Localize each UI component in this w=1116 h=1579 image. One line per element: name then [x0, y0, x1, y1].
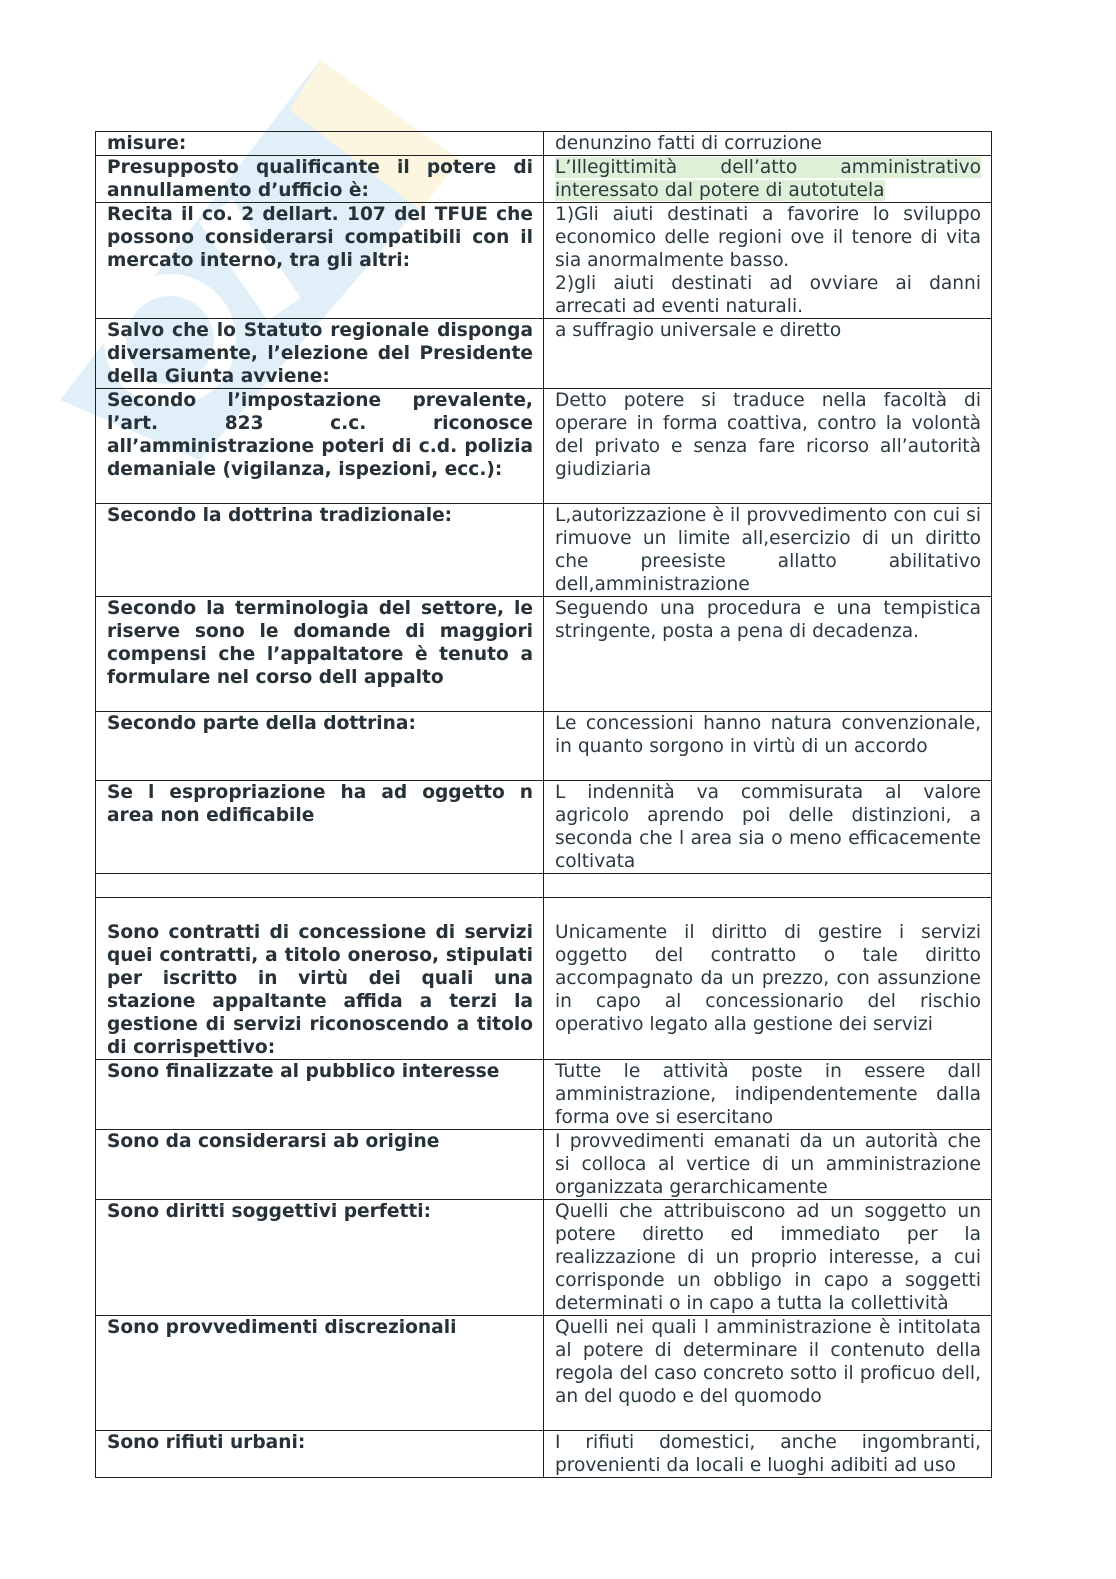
table-row — [96, 898, 992, 1060]
question-cell: Sono rifiuti urbani: — [96, 1431, 544, 1478]
question-cell — [96, 874, 544, 898]
answer-cell: Unicamente il diritto di gestire i servizi oggetto del contratto o tale diritto accompagnato da un prezzo, con assunzione in capo al concessionario del rischio operativo legato alla gestione dei servizi — [544, 898, 992, 1060]
table-row — [96, 1316, 992, 1431]
answer-cell: L,autorizzazione è il provvedimento con cui si rimuove un limite all,esercizio di un diritto che preesiste allatto abilitativo dell,amministrazione — [544, 504, 992, 597]
question-cell: Salvo che lo Statuto regionale disponga diversamente, l’elezione del Presidente della Giunta avviene: — [96, 319, 544, 389]
question-cell: Secondo parte della dottrina: — [96, 712, 544, 781]
answer-cell — [544, 156, 992, 203]
table-row — [96, 203, 992, 319]
question-cell: Presupposto qualificante il potere di annullamento d’ufficio è: — [96, 156, 544, 203]
question-cell: Secondo la dottrina tradizionale: — [96, 504, 544, 597]
answer-cell: Tutte le attività poste in essere dall amministrazione, indipendentemente dalla forma ove si esercitano — [544, 1060, 992, 1130]
highlighted-answer: L’Illegittimità dell’atto amministrativo interessato dal potere di autotutela — [555, 157, 981, 201]
answer-cell: Quelli che attribuiscono ad un soggetto un potere diretto ed immediato per la realizzazione di un proprio interesse, a cui corrisponde un obbligo in capo a soggetti determinati o in capo a tutta la collettività — [544, 1200, 992, 1316]
question-cell: Secondo la terminologia del settore, le riserve sono le domande di maggiori compensi che l’appaltatore è tenuto a formulare nel corso dell appalto — [96, 597, 544, 712]
answer-cell: I rifiuti domestici, anche ingombranti, provenienti da locali e luoghi adibiti ad uso — [544, 1431, 992, 1478]
answer-cell: a suffragio universale e diretto — [544, 319, 992, 389]
table-row — [96, 389, 992, 504]
answer-cell: Le concessioni hanno natura convenzionale, in quanto sorgono in virtù di un accordo — [544, 712, 992, 781]
answer-cell: denunzino fatti di corruzione — [544, 132, 992, 156]
table-row — [96, 1130, 992, 1200]
table-row — [96, 597, 992, 712]
table-row — [96, 319, 992, 389]
answer-cell: I provvedimenti emanati da un autorità che si colloca al vertice di un amministrazione organizzata gerarchicamente — [544, 1130, 992, 1200]
answer-cell — [544, 874, 992, 898]
table-row — [96, 1431, 992, 1478]
answer-cell: 1)Gli aiuti destinati a favorire lo sviluppo economico delle regioni ove il tenore di vita sia anormalmente basso. 2)gli aiuti destinati ad ovviare ai danni arrecati ad eventi naturali. — [544, 203, 992, 319]
question-cell: Sono finalizzate al pubblico interesse — [96, 1060, 544, 1130]
table-row — [96, 1200, 992, 1316]
question-cell: Sono contratti di concessione di servizi quei contratti, a titolo oneroso, stipulati per iscritto in virtù dei quali una stazione appaltante affida a terzi la gestione di servizi riconoscendo a titolo di corrispettivo: — [96, 898, 544, 1060]
question-cell: Secondo l’impostazione prevalente, l’art. 823 c.c. riconosce all’amministrazione poteri di c.d. polizia demaniale (vigilanza, ispezioni, ecc.): — [96, 389, 544, 504]
answer-cell: Detto potere si traduce nella facoltà di operare in forma coattiva, contro la volontà del privato e senza fare ricorso all’autorità giudiziaria — [544, 389, 992, 504]
question-cell: Sono da considerarsi ab origine — [96, 1130, 544, 1200]
table-row — [96, 132, 992, 156]
question-cell: misure: — [96, 132, 544, 156]
answer-cell: L indennità va commisurata al valore agricolo aprendo poi delle distinzioni, a seconda che l area sia o meno efficacemente coltivata — [544, 781, 992, 874]
qa-table — [95, 131, 992, 1478]
question-cell: Sono diritti soggettivi perfetti: — [96, 1200, 544, 1316]
table-row — [96, 874, 992, 898]
table-row — [96, 504, 992, 597]
question-cell: Recita il co. 2 dellart. 107 del TFUE che possono considerarsi compatibili con il mercato interno, tra gli altri: — [96, 203, 544, 319]
question-cell: Se l espropriazione ha ad oggetto n area non edificabile — [96, 781, 544, 874]
table-row — [96, 781, 992, 874]
question-cell: Sono provvedimenti discrezionali — [96, 1316, 544, 1431]
table-row — [96, 1060, 992, 1130]
answer-cell: Seguendo una procedura e una tempistica stringente, posta a pena di decadenza. — [544, 597, 992, 712]
answer-cell: Quelli nei quali l amministrazione è intitolata al potere di determinare il contenuto della regola del caso concreto sotto il proficuo dell, an del quodo e del quomodo — [544, 1316, 992, 1431]
table-row — [96, 156, 992, 203]
table-row — [96, 712, 992, 781]
